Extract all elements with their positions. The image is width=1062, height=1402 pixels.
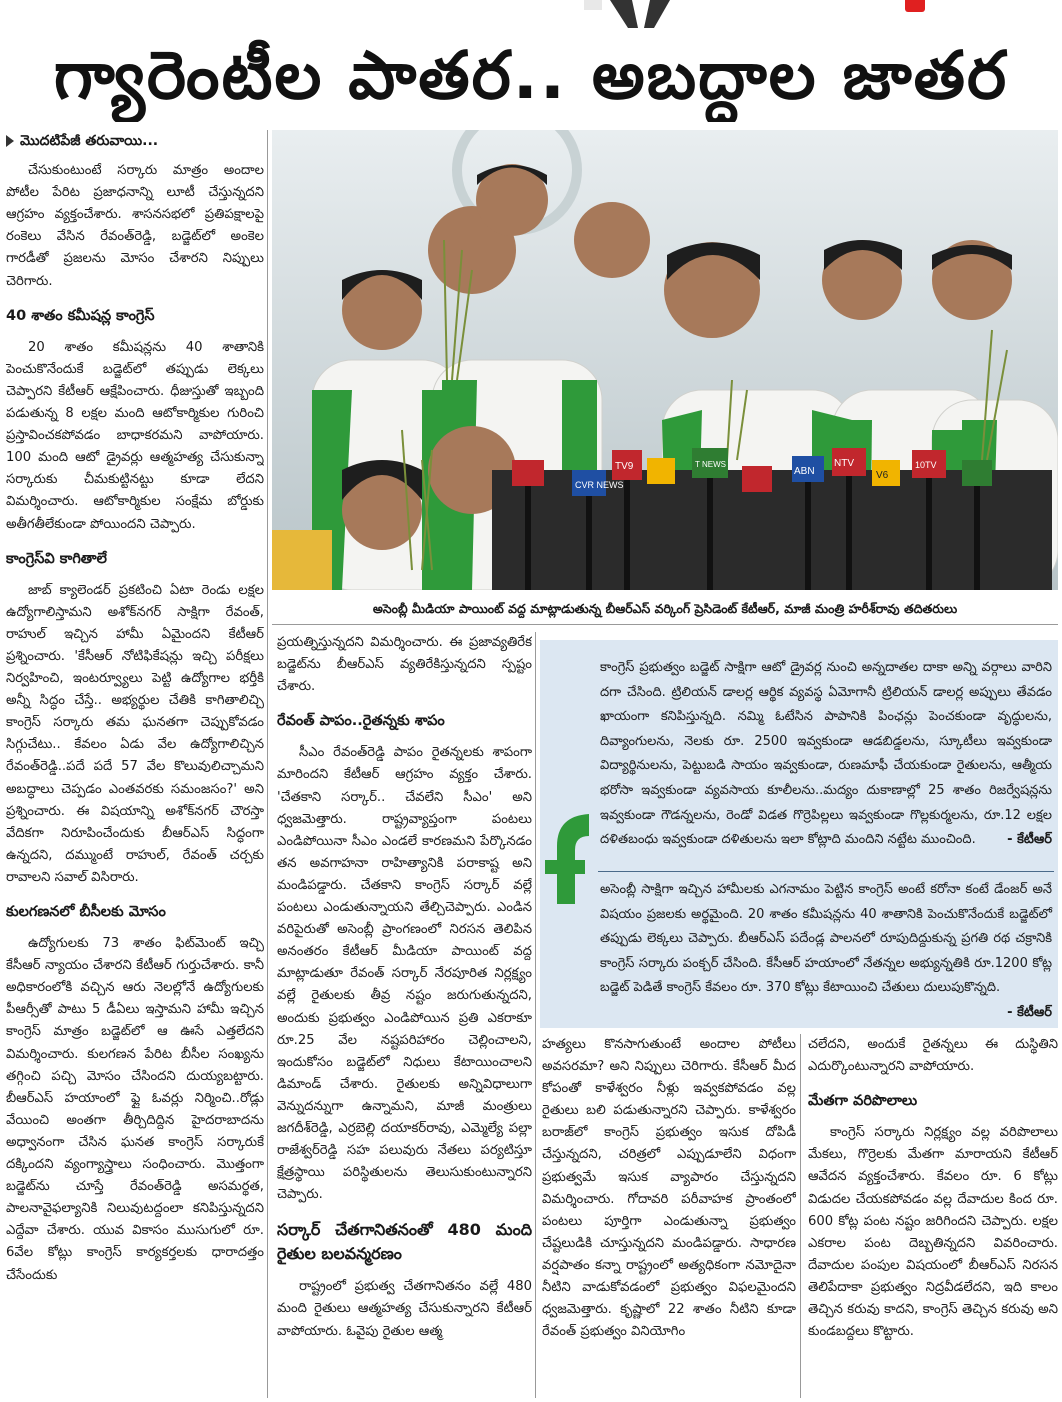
subheading: 40 శాతం కమీషన్ల కాంగ్రెస్‌ [6, 307, 155, 324]
mic-label: CVR NEWS [575, 480, 624, 490]
paragraph: కాంగ్రెస్‌ సర్కారు నిర్లక్ష్యం వల్ల వరిపొలాలు మేకలు, గొర్రెలకు మేతగా మారాయని కేటీఆర్‌ ఆవేదన వ్యక్తంచేశారు. కేవలం రూ. 6 కోట్లు విడుదల చేయకపోవడం వల్ల దేవాదుల కింద రూ. 600 కోట్ల పంట నష్టం జరిగిందని చెప్పారు. లక్షల ఎకరాల పంట దెబ్బతిన్నదని వివరించారు. దేవాదుల పంపుల విషయంలో బీఆర్‌ఎస్‌ నిరసన తెలిపేదాకా ప్రభుత్వం నిద్రవీడలేదని, ఇది కాలం తెచ్చిన కరువు కాదని, కాంగ్రెస్‌ తెచ్చిన కరువు అని కుండబద్దలు కొట్టారు. [808, 1125, 1058, 1340]
continued-kicker [6, 130, 264, 152]
paragraph: ఉద్యోగులకు 73 శాతం ఫిట్‌మెంట్‌ ఇచ్చి కేసీఆర్‌ న్యాయం చేశారని కేటీఆర్‌ గుర్తుచేశారు. కానీ అధికారంలోకి వచ్చిన ఆరు నెలల్లోనే ఉద్యోగులకు పీఆర్సీతో పాటు 5 డీఏలు ఇస్తామని హామీ ఇచ్చిన కాంగ్రెస్‌ మాత్రం బడ్జెట్‌లో ఆ ఊసే ఎత్తలేదని విమర్శించారు. కులగణన పేరిట బీసీల సంఖ్యను తగ్గించి పచ్చి మోసం చేసిందని దుయ్యబట్టారు. బీఆర్‌ఎస్‌ హయాంలో ఫ్లై ఓవర్లు నిర్మించి..రోడ్లు వేయించి అంతగా తీర్చిదిద్దిన హైదరాబాదను అధ్వానంగా చేసిన ఘనత కాంగ్రెస్‌ సర్కారుకే దక్కిందని వ్యంగ్యాస్త్రాలు సంధించారు. మొత్తంగా బడ్జెట్‌ను చూస్తే రేవంత్‌రెడ్డి అసమర్థత, పాలనావైఫల్యానికి నిలువుటద్దంలా కనిపిస్తున్నదని ఎద్దేవా చేశారు. యువ వికాసం ముసుగులో రూ. 6వేల కోట్లు కాంగ్రెస్‌ కార్యకర్తలకు ధారాదత్తం చేసేందుకు [6, 936, 264, 1283]
photo-caption: అసెంబ్లీ మీడియా పాయింట్‌ వద్ద మాట్లాడుతున్న బీఆర్‌ఎస్‌ వర్కింగ్‌ ప్రెసిడెంట్‌ కేటీఆర్‌, మాజీ మంత్రి హరీశ్‌రావు తదితరులు [372, 601, 958, 616]
mic-label: TV9 [615, 461, 634, 472]
subheading: కులగణనలో బీసీలకు మోసం [6, 904, 166, 920]
paragraph: హత్యలు కొనసాగుతుంటే అందాల పోటీలు అవసరమా? అని నిప్పులు చెరిగారు. కేసీఆర్‌ మీద కోపంతో కాళేశ్వరం నీళ్లు ఇవ్వకపోవడం వల్ల రైతులు బలి పడుతున్నారని చెప్పారు. కాళేశ్వరం బరాజ్‌లో కాంగ్రెస్‌ ప్రభుత్వం ఇసుక దోపిడీ చేస్తున్నదని, చరిత్రలో ఎప్పుడూలేని విధంగా ప్రభుత్వమే ఇసుక వ్యాపారం చేస్తున్నదని విమర్శించారు. గోదావరి పరీవాహక ప్రాంతంలో పంటలు పూర్తిగా ఎండుతున్నా ప్రభుత్వం చేష్టలుడికి చూస్తున్నదని మండిపడ్డారు. సాధారణ వర్షపాతం కన్నా రాష్ట్రంలో అత్యధికంగా నమోదైనా నీటిని వాడుకోవడంలో ప్రభుత్వం విఫలమైందని ధ్వజమెత్తారు. కృష్ణాలో 22 శాతం నీటిని కూడా రేవంత్‌ ప్రభుత్వం వినియోగిం [542, 1037, 796, 1340]
paragraph: చలేదని, అందుకే రైతన్నలు ఈ దుస్థితిని ఎదుర్కొంటున్నారని వాపోయారు. [808, 1037, 1058, 1075]
news-photo [272, 130, 1058, 590]
quote-1-signature: - కేటీఆర్‌ [1007, 832, 1052, 848]
subheading: మేతగా వరిపొలాలు [808, 1093, 918, 1110]
paragraph: రాష్ట్రంలో ప్రభుత్వ చేతగానితనం వల్లే 480 మంది రైతులు ఆత్మహత్య చేసుకున్నారని కేటీఆర్‌ వాపోయారు. ఓవైపు రైతుల ఆత్మ [277, 1279, 532, 1339]
caption-rule [272, 624, 1058, 625]
paragraph: 20 శాతం కమీషన్లను 40 శాతానికి పెంచుకొనేందుకే బడ్జెట్‌లో తప్పుడు లెక్కలు చెప్పారని కేటీఆర్‌ ఆక్షేపించారు. ధీజుస్తుతో ఇబ్బంది పడుతున్న 8 లక్షల మంది ఆటోకార్మికుల గురించి ప్రస్తావించకపోవడం బాధాకరమని వాపోయారు. 100 మంది ఆటో డ్రైవర్లు ఆత్మహత్య చేసుకున్నా సర్కారుకు చీమకుట్టినట్టు కూడా లేదని విమర్శించారు. ఆటోకార్మికుల సంక్షేమ బోర్డుకు అతీగతీలేకుండా పోయిందని చెప్పారు. [6, 339, 264, 532]
mic-label: 10TV [915, 460, 937, 470]
column-3 [542, 1034, 796, 1398]
column-2 [277, 632, 532, 1398]
kicker-text: మొదటిపేజీ తరువాయి... [20, 133, 159, 149]
column-divider [535, 632, 536, 1398]
mic-label: NTV [834, 458, 854, 469]
mic-label: T NEWS [695, 460, 726, 469]
quote-1-text: కాంగ్రెస్‌ ప్రభుత్వం బడ్జెట్‌ సాక్షిగా ఆటో డ్రైవర్ల నుంచి అన్నదాతల దాకా అన్ని వర్గాలు వారిని దగా చేసింది. ట్రిలియన్‌ డాలర్ల ఆర్థిక వ్యవస్థ ఏమోగానీ ట్రిలియన్‌ డాలర్ల అప్పులు తేవడం ఖాయంగా కనిపిస్తున్నది. నమ్మి ఓటేసిన పాపానికి పింఛన్లు పెంచకుండా వృద్ధులను, దివ్యాంగులను, నెలకు రూ. 2500 ఇవ్వకుండా ఆడబిడ్డలను, స్కూటీలు ఇవ్వకుండా విద్యార్థినులను, పెట్టుబడి సాయం ఇవ్వకుండా, రుణమాఫీ చేయకుండా రైతులను, ఆత్మీయ భరోసా ఇవ్వకుండా వ్యవసాయ కూలీలను..మద్యం దుకాణాల్లో 25 శాతం రిజర్వేషన్లను ఇవ్వకుండా గౌడన్నలను, రెండో విడత గొర్రెపిల్లలు ఇవ్వకుండా గొల్లకుర్మలను, రూ.12 లక్షల దళితబంధు ఇవ్వకుండా దళితులను ఇలా కోట్లాది మందిని నట్టేట ముంచింది. [600, 660, 1052, 848]
column-divider [267, 130, 268, 1398]
red-marker [905, 0, 925, 12]
arrow-icon [6, 135, 14, 147]
mic-label: V6 [876, 470, 889, 481]
column-1 [6, 130, 264, 1398]
quote-2-text: అసెంబ్లీ సాక్షిగా ఇచ్చిన హామీలకు ఎగనామం పెట్టిన కాంగ్రెస్‌ అంటే కరోనా కంటే డేంజర్‌ అనే విషయం ప్రజలకు అర్థమైంది. 20 శాతం కమీషన్లను 40 శాతానికి పెంచుకొనేందుకే బడ్జెట్‌లో తప్పుడు లెక్కలు చెప్పారు. బీఆర్‌ఎస్‌ పదేండ్ల పాలనలో రూపుదిద్దుకున్న ప్రగతి రథ చక్రానికి కాంగ్రెస్‌ సర్కారు పంక్చర్‌ చేసింది. కేసీఆర్‌ హయాంలో నేతన్నల అభ్యున్నతికి రూ.1200 కోట్ల బడ్జెట్‌ పెడితే కాంగ్రెస్‌ కేవలం రూ. 370 కోట్లు కేటాయించి చేతులు దులుపుకొన్నది. [600, 882, 1052, 996]
subheading: కాంగ్రెస్‌వి కాగితాలే [6, 550, 107, 567]
paragraph: చేసుకుంటుంటే సర్కారు మాత్రం అందాల పోటీల పేరిట ప్రజాధనాన్ని లూటీ చేస్తున్నదని ఆగ్రహం వ్యక్తంచేశారు. శాసనసభలో ప్రతిపక్షాలపై రంకెలు వేసిన రేవంత్‌రెడ్డి, బడ్జెట్‌లో అంకెల గారడీతో ప్రజలను మోసం చేశారని నిప్పులు చెరిగారు. [6, 163, 264, 289]
subheading: సర్కార్‌ చేతగానితనంతో 480 మంది రైతుల బలవన్మరణం [277, 1220, 532, 1264]
cartoon-figure-graphic [580, 0, 700, 28]
quote-1 [600, 656, 1052, 853]
mic-label: ABN [794, 466, 815, 477]
column-4 [808, 1034, 1058, 1398]
subheading: రేవంత్‌ పాపం..రైతన్నకు శాపం [277, 713, 445, 730]
quote-2-signature: - కేటీఆర్‌ [1007, 1004, 1052, 1020]
paragraph: ప్రయత్నిస్తున్నదని విమర్శించారు. ఈ ప్రజావ్యతిరేక బడ్జెట్‌ను బీఆర్‌ఎస్‌ వ్యతిరేకిస్తున్నదని స్పష్టం చేశారు. [277, 635, 532, 695]
quote-f-icon [545, 808, 595, 904]
paragraph: జాబ్‌ క్యాలెండర్‌ ప్రకటించి ఏటా రెండు లక్షల ఉద్యోగాలిస్తామని అశోక్‌నగర్‌ సాక్షిగా రేవంత్‌, రాహుల్‌ ఇచ్చిన హామీ ఏమైందని కేటీఆర్‌ ప్రశ్నించారు. 'కేసీఆర్‌ నోటిఫికేషన్లు ఇచ్చి పరీక్షలు నిర్వహించి, ఇంటర్వ్యూలు పెట్టి ఉద్యోగాల భర్తీకి అన్నీ సిద్ధం చేస్తే.. అభ్యర్థుల చేతికి కాగితాలిచ్చి కాంగ్రెస్‌ సర్కారు తమ ఘనతగా చెప్పుకోవడం సిగ్గుచేటు.. కేవలం ఏడు వేల ఉద్యోగాలిచ్చిన రేవంత్‌రెడ్డి..పదే పదే 57 వేల కొలువులిచ్చామని అబద్ధాలు చెప్పడం ఎంతవరకు సమంజసం?' అని ప్రశ్నించారు. ఈ విషయాన్ని అశోక్‌నగర్‌ చౌరస్తా వేదికగా నిరూపించేందుకు బీఆర్‌ఎస్‌ సిద్ధంగా ఉన్నదని, దమ్ముంటే రాహుల్‌, రేవంత్‌ చర్చకు రావాలని సవాల్‌ విసిరారు. [6, 582, 264, 885]
quote-divider [598, 871, 1054, 872]
top-strip [0, 0, 1062, 30]
quote-2 [600, 878, 1052, 1026]
headline: గ్యారెంటీల పాతర.. అబద్ధాల జాతర [53, 37, 1009, 114]
column-divider [800, 1034, 801, 1398]
paragraph: సీఎం రేవంత్‌రెడ్డి పాపం రైతన్నలకు శాపంగా మారిందని కేటీఆర్‌ ఆగ్రహం వ్యక్తం చేశారు. 'చేతకాని సర్కార్‌.. చేవలేని సీఎం' అని ధ్వజమెత్తారు. రాష్ట్రవ్యాప్తంగా పంటలు ఎండిపోయినా సీఎం ఎండలే కారణమని పేర్కొనడం తన అవగాహనా రాహిత్యానికి పరాకాష్ట అని మండిపడ్డారు. చేతకాని కాంగ్రెస్‌ సర్కార్‌ వల్లే పంటలు ఎండుతున్నాయని తేల్చిచెప్పారు. ఎండిన వరిపైరుతో అసెంబ్లీ ప్రాంగణంలో నిరసన తెలిపిన అనంతరం కేటీఆర్‌ మీడియా పాయింట్‌ వద్ద మాట్లాడుతూ రేవంత్‌ సర్కార్‌ నేరపూరిత నిర్లక్ష్యం వల్లే రైతులకు తీవ్ర నష్టం జరుగుతున్నదని, అందుకు ప్రభుత్వం ఎండిపోయిన ప్రతి ఎకరాకూ రూ.25 వేల నష్టపరిహారం చెల్లించాలని, ఇందుకోసం బడ్జెట్‌లో నిధులు కేటాయించాలని డిమాండ్‌ చేశారు. రైతులకు అన్నివిధాలుగా వెన్నుదన్నుగా ఉన్నామని, మాజీ మంత్రులు జగదీశ్‌రెడ్డి, ఎర్రబెల్లి దయాకర్‌రావు, ఎమ్మెల్యే పల్లా రాజేశ్వర్‌రెడ్డి సహ పలువురు నేతలు పర్యటిస్తూ క్షేత్రస్థాయి పరిస్థితులను తెలుసుకుంటున్నారని చెప్పారు. [277, 745, 532, 1203]
press-conference-illustration [272, 130, 1058, 590]
